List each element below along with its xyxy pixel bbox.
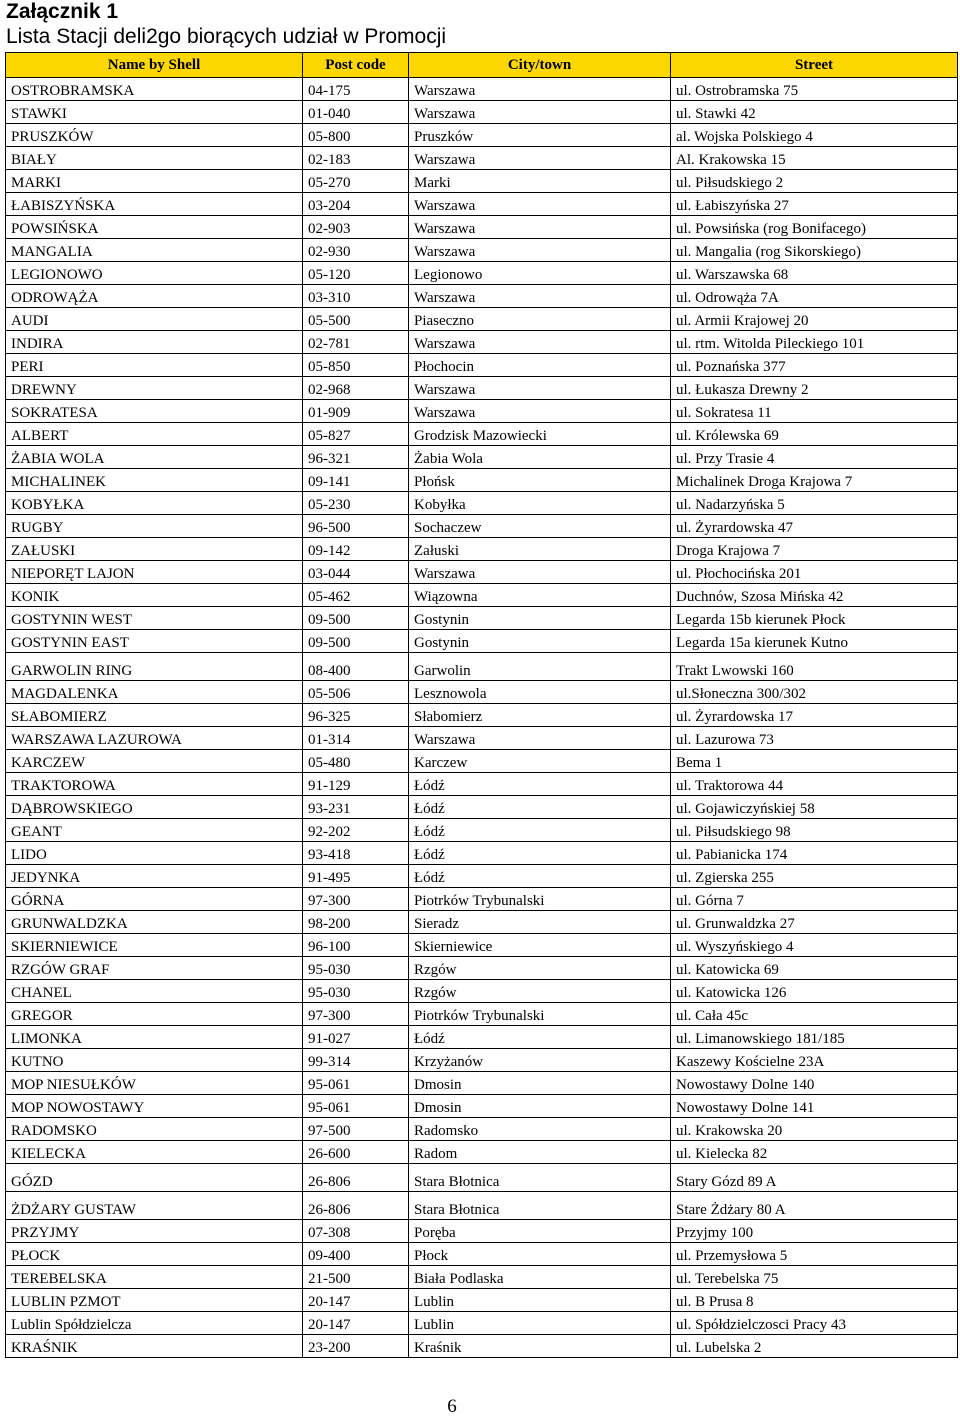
street-cell: ul. rtm. Witolda Pileckiego 101 (671, 331, 958, 354)
station-name-cell: TEREBELSKA (6, 1266, 303, 1289)
city-cell: Radom (409, 1141, 671, 1164)
post-code-cell: 93-231 (303, 796, 409, 819)
street-cell: ul. Przy Trasie 4 (671, 446, 958, 469)
station-name-cell: MAGDALENKA (6, 681, 303, 704)
city-cell: Warszawa (409, 216, 671, 239)
column-header-name: Name by Shell (6, 53, 303, 78)
street-cell: ul. Łukasza Drewny 2 (671, 377, 958, 400)
post-code-cell: 05-462 (303, 584, 409, 607)
station-name-cell: ODROWĄŻA (6, 285, 303, 308)
street-cell: ul. Grunwaldzka 27 (671, 911, 958, 934)
street-cell: ul. Powsińska (rog Bonifacego) (671, 216, 958, 239)
city-cell: Łódź (409, 796, 671, 819)
station-name-cell: TRAKTOROWA (6, 773, 303, 796)
table-row (6, 1095, 958, 1118)
post-code-cell: 05-506 (303, 681, 409, 704)
station-name-cell: CHANEL (6, 980, 303, 1003)
post-code-cell: 09-500 (303, 607, 409, 630)
post-code-cell: 05-270 (303, 170, 409, 193)
post-code-cell: 92-202 (303, 819, 409, 842)
post-code-cell: 05-827 (303, 423, 409, 446)
street-cell: Stare Żdżary 80 A (671, 1192, 958, 1220)
table-body (6, 78, 958, 1358)
city-cell: Piaseczno (409, 308, 671, 331)
city-cell: Warszawa (409, 147, 671, 170)
street-cell: ul. Nadarzyńska 5 (671, 492, 958, 515)
station-name-cell: JEDYNKA (6, 865, 303, 888)
city-cell: Warszawa (409, 285, 671, 308)
city-cell: Poręba (409, 1220, 671, 1243)
city-cell: Warszawa (409, 78, 671, 101)
post-code-cell: 08-400 (303, 653, 409, 681)
post-code-cell: 26-806 (303, 1164, 409, 1192)
station-name-cell: KARCZEW (6, 750, 303, 773)
street-cell: ul. Gojawiczyńskiej 58 (671, 796, 958, 819)
city-cell: Warszawa (409, 377, 671, 400)
table-row (6, 704, 958, 727)
post-code-cell: 93-418 (303, 842, 409, 865)
post-code-cell: 95-061 (303, 1072, 409, 1095)
post-code-cell: 95-030 (303, 957, 409, 980)
table-row (6, 193, 958, 216)
table-row (6, 239, 958, 262)
street-cell: al. Wojska Polskiego 4 (671, 124, 958, 147)
table-row (6, 1026, 958, 1049)
city-cell: Pruszków (409, 124, 671, 147)
station-name-cell: RZGÓW GRAF (6, 957, 303, 980)
city-cell: Dmosin (409, 1072, 671, 1095)
station-name-cell: PŁOCK (6, 1243, 303, 1266)
table-row (6, 1220, 958, 1243)
post-code-cell: 02-930 (303, 239, 409, 262)
street-cell: ul. Żyrardowska 17 (671, 704, 958, 727)
post-code-cell: 01-314 (303, 727, 409, 750)
street-cell: ul. Limanowskiego 181/185 (671, 1026, 958, 1049)
street-cell: ul. Królewska 69 (671, 423, 958, 446)
street-cell: ul. B Prusa 8 (671, 1289, 958, 1312)
city-cell: Sieradz (409, 911, 671, 934)
page-number: 6 (447, 1396, 457, 1417)
header-row (6, 53, 958, 78)
city-cell: Słabomierz (409, 704, 671, 727)
street-cell: ul. Piłsudskiego 2 (671, 170, 958, 193)
station-name-cell: LIMONKA (6, 1026, 303, 1049)
table-row (6, 957, 958, 980)
city-cell: Łódź (409, 865, 671, 888)
street-cell: ul. Wyszyńskiego 4 (671, 934, 958, 957)
station-name-cell: STAWKI (6, 101, 303, 124)
station-name-cell: ŻABIA WOLA (6, 446, 303, 469)
post-code-cell: 97-500 (303, 1118, 409, 1141)
station-name-cell: MANGALIA (6, 239, 303, 262)
post-code-cell: 21-500 (303, 1266, 409, 1289)
post-code-cell: 20-147 (303, 1312, 409, 1335)
table-row (6, 1289, 958, 1312)
post-code-cell: 26-806 (303, 1192, 409, 1220)
table-row (6, 1003, 958, 1026)
table-row (6, 561, 958, 584)
table-row (6, 888, 958, 911)
city-cell: Łódź (409, 1026, 671, 1049)
table-row (6, 216, 958, 239)
post-code-cell: 01-909 (303, 400, 409, 423)
post-code-cell: 04-175 (303, 78, 409, 101)
table-row (6, 773, 958, 796)
post-code-cell: 98-200 (303, 911, 409, 934)
street-cell: ul. Ostrobramska 75 (671, 78, 958, 101)
table-row (6, 1072, 958, 1095)
station-name-cell: LIDO (6, 842, 303, 865)
table-row (6, 78, 958, 101)
street-cell: ul. Stawki 42 (671, 101, 958, 124)
city-cell: Warszawa (409, 239, 671, 262)
city-cell: Grodzisk Mazowiecki (409, 423, 671, 446)
post-code-cell: 05-850 (303, 354, 409, 377)
station-name-cell: KIELECKA (6, 1141, 303, 1164)
station-name-cell: KONIK (6, 584, 303, 607)
station-name-cell: LEGIONOWO (6, 262, 303, 285)
street-cell: Legarda 15a kierunek Kutno (671, 630, 958, 653)
table-row (6, 911, 958, 934)
station-name-cell: PERI (6, 354, 303, 377)
table-row (6, 262, 958, 285)
column-header-street: Street (671, 53, 958, 78)
table-row (6, 934, 958, 957)
city-cell: Radomsko (409, 1118, 671, 1141)
street-cell: ul. Terebelska 75 (671, 1266, 958, 1289)
post-code-cell: 96-500 (303, 515, 409, 538)
table-row (6, 842, 958, 865)
station-name-cell: GOSTYNIN EAST (6, 630, 303, 653)
table-row (6, 584, 958, 607)
street-cell: ul. Spółdzielczosci Pracy 43 (671, 1312, 958, 1335)
city-cell: Rzgów (409, 957, 671, 980)
street-cell: ul. Mangalia (rog Sikorskiego) (671, 239, 958, 262)
city-cell: Stara Błotnica (409, 1192, 671, 1220)
street-cell: ul. Poznańska 377 (671, 354, 958, 377)
city-cell: Gostynin (409, 630, 671, 653)
station-name-cell: DREWNY (6, 377, 303, 400)
street-cell: Nowostawy Dolne 141 (671, 1095, 958, 1118)
station-name-cell: PRUSZKÓW (6, 124, 303, 147)
post-code-cell: 99-314 (303, 1049, 409, 1072)
street-cell: ul. Płochocińska 201 (671, 561, 958, 584)
table-row (6, 423, 958, 446)
table-row (6, 653, 958, 681)
table-row (6, 796, 958, 819)
city-cell: Karczew (409, 750, 671, 773)
street-cell: Trakt Lwowski 160 (671, 653, 958, 681)
column-header-post-code: Post code (303, 53, 409, 78)
post-code-cell: 03-310 (303, 285, 409, 308)
city-cell: Biała Podlaska (409, 1266, 671, 1289)
table-row (6, 1312, 958, 1335)
station-name-cell: MOP NOWOSTAWY (6, 1095, 303, 1118)
city-cell: Warszawa (409, 101, 671, 124)
city-cell: Łódź (409, 773, 671, 796)
table-row (6, 331, 958, 354)
city-cell: Legionowo (409, 262, 671, 285)
street-cell: Legarda 15b kierunek Płock (671, 607, 958, 630)
post-code-cell: 96-100 (303, 934, 409, 957)
table-row (6, 285, 958, 308)
city-cell: Łódź (409, 842, 671, 865)
post-code-cell: 91-129 (303, 773, 409, 796)
station-name-cell: Lublin Spółdzielcza (6, 1312, 303, 1335)
table-row (6, 980, 958, 1003)
city-cell: Skierniewice (409, 934, 671, 957)
table-row (6, 1141, 958, 1164)
station-name-cell: SOKRATESA (6, 400, 303, 423)
street-cell: ul. Odrowąża 7A (671, 285, 958, 308)
table-row (6, 607, 958, 630)
post-code-cell: 02-781 (303, 331, 409, 354)
city-cell: Warszawa (409, 561, 671, 584)
table-header (6, 53, 958, 78)
city-cell: Warszawa (409, 727, 671, 750)
station-name-cell: OSTROBRAMSKA (6, 78, 303, 101)
table-row (6, 124, 958, 147)
station-name-cell: GARWOLIN RING (6, 653, 303, 681)
table-row (6, 865, 958, 888)
table-row (6, 354, 958, 377)
post-code-cell: 02-183 (303, 147, 409, 170)
table-row (6, 727, 958, 750)
post-code-cell: 02-968 (303, 377, 409, 400)
table-row (6, 515, 958, 538)
post-code-cell: 05-480 (303, 750, 409, 773)
station-name-cell: POWSIŃSKA (6, 216, 303, 239)
station-name-cell: MICHALINEK (6, 469, 303, 492)
table-row (6, 446, 958, 469)
table-row (6, 147, 958, 170)
street-cell: Al. Krakowska 15 (671, 147, 958, 170)
station-name-cell: NIEPORĘT LAJON (6, 561, 303, 584)
street-cell: ul. Przemysłowa 5 (671, 1243, 958, 1266)
station-name-cell: ŻDŻARY GUSTAW (6, 1192, 303, 1220)
station-name-cell: GRUNWALDZKA (6, 911, 303, 934)
street-cell: ul. Armii Krajowej 20 (671, 308, 958, 331)
station-name-cell: KOBYŁKA (6, 492, 303, 515)
post-code-cell: 26-600 (303, 1141, 409, 1164)
table-row (6, 538, 958, 561)
table-row (6, 750, 958, 773)
street-cell: ul. Katowicka 69 (671, 957, 958, 980)
post-code-cell: 03-204 (303, 193, 409, 216)
table-row (6, 377, 958, 400)
street-cell: ul. Łabiszyńska 27 (671, 193, 958, 216)
station-name-cell: GÓZD (6, 1164, 303, 1192)
street-cell: Stary Gózd 89 A (671, 1164, 958, 1192)
post-code-cell: 91-027 (303, 1026, 409, 1049)
post-code-cell: 09-142 (303, 538, 409, 561)
table-row (6, 308, 958, 331)
station-name-cell: KUTNO (6, 1049, 303, 1072)
street-cell: ul. Zgierska 255 (671, 865, 958, 888)
station-name-cell: ALBERT (6, 423, 303, 446)
table-row (6, 400, 958, 423)
table-row (6, 1118, 958, 1141)
city-cell: Łódź (409, 819, 671, 842)
document-subtitle: Lista Stacji deli2go biorących udział w Promocji (6, 25, 447, 48)
city-cell: Kobyłka (409, 492, 671, 515)
column-header-city: City/town (409, 53, 671, 78)
table-row (6, 1192, 958, 1220)
street-cell: ul. Warszawska 68 (671, 262, 958, 285)
document-title: Załącznik 1 (6, 0, 119, 23)
street-cell: ul. Lubelska 2 (671, 1335, 958, 1358)
post-code-cell: 23-200 (303, 1335, 409, 1358)
post-code-cell: 91-495 (303, 865, 409, 888)
city-cell: Kraśnik (409, 1335, 671, 1358)
street-cell: Nowostawy Dolne 140 (671, 1072, 958, 1095)
post-code-cell: 02-903 (303, 216, 409, 239)
city-cell: Wiązowna (409, 584, 671, 607)
station-name-cell: DĄBROWSKIEGO (6, 796, 303, 819)
table-row (6, 681, 958, 704)
table-row (6, 1164, 958, 1192)
street-cell: ul. Kielecka 82 (671, 1141, 958, 1164)
post-code-cell: 09-141 (303, 469, 409, 492)
city-cell: Lublin (409, 1289, 671, 1312)
post-code-cell: 07-308 (303, 1220, 409, 1243)
post-code-cell: 05-500 (303, 308, 409, 331)
table-row (6, 1266, 958, 1289)
post-code-cell: 05-800 (303, 124, 409, 147)
street-cell: ul. Katowicka 126 (671, 980, 958, 1003)
table-row (6, 1049, 958, 1072)
station-name-cell: GOSTYNIN WEST (6, 607, 303, 630)
city-cell: Rzgów (409, 980, 671, 1003)
station-name-cell: PRZYJMY (6, 1220, 303, 1243)
station-name-cell: LUBLIN PZMOT (6, 1289, 303, 1312)
city-cell: Żabia Wola (409, 446, 671, 469)
street-cell: Droga Krajowa 7 (671, 538, 958, 561)
station-name-cell: ZAŁUSKI (6, 538, 303, 561)
table-row (6, 101, 958, 124)
city-cell: Garwolin (409, 653, 671, 681)
street-cell: ul. Sokratesa 11 (671, 400, 958, 423)
table-row (6, 819, 958, 842)
city-cell: Piotrków Trybunalski (409, 888, 671, 911)
station-name-cell: WARSZAWA LAZUROWA (6, 727, 303, 750)
stations-table (5, 52, 958, 1358)
city-cell: Warszawa (409, 331, 671, 354)
street-cell: ul. Piłsudskiego 98 (671, 819, 958, 842)
post-code-cell: 01-040 (303, 101, 409, 124)
post-code-cell: 09-400 (303, 1243, 409, 1266)
table-row (6, 1243, 958, 1266)
street-cell: ul. Lazurowa 73 (671, 727, 958, 750)
street-cell: Michalinek Droga Krajowa 7 (671, 469, 958, 492)
street-cell: ul. Traktorowa 44 (671, 773, 958, 796)
city-cell: Załuski (409, 538, 671, 561)
street-cell: ul. Żyrardowska 47 (671, 515, 958, 538)
street-cell: Bema 1 (671, 750, 958, 773)
post-code-cell: 09-500 (303, 630, 409, 653)
city-cell: Warszawa (409, 193, 671, 216)
street-cell: ul. Górna 7 (671, 888, 958, 911)
station-name-cell: GREGOR (6, 1003, 303, 1026)
street-cell: ul.Słoneczna 300/302 (671, 681, 958, 704)
city-cell: Krzyżanów (409, 1049, 671, 1072)
station-name-cell: RUGBY (6, 515, 303, 538)
station-name-cell: SKIERNIEWICE (6, 934, 303, 957)
table-row (6, 170, 958, 193)
station-name-cell: SŁABOMIERZ (6, 704, 303, 727)
city-cell: Dmosin (409, 1095, 671, 1118)
post-code-cell: 20-147 (303, 1289, 409, 1312)
station-name-cell: RADOMSKO (6, 1118, 303, 1141)
post-code-cell: 96-321 (303, 446, 409, 469)
table-row (6, 469, 958, 492)
street-cell: ul. Krakowska 20 (671, 1118, 958, 1141)
city-cell: Płochocin (409, 354, 671, 377)
post-code-cell: 95-061 (303, 1095, 409, 1118)
post-code-cell: 97-300 (303, 1003, 409, 1026)
city-cell: Piotrków Trybunalski (409, 1003, 671, 1026)
city-cell: Lublin (409, 1312, 671, 1335)
post-code-cell: 05-120 (303, 262, 409, 285)
station-name-cell: ŁABISZYŃSKA (6, 193, 303, 216)
city-cell: Marki (409, 170, 671, 193)
street-cell: Przyjmy 100 (671, 1220, 958, 1243)
post-code-cell: 95-030 (303, 980, 409, 1003)
station-name-cell: INDIRA (6, 331, 303, 354)
post-code-cell: 05-230 (303, 492, 409, 515)
post-code-cell: 96-325 (303, 704, 409, 727)
post-code-cell: 97-300 (303, 888, 409, 911)
station-name-cell: GEANT (6, 819, 303, 842)
table-row (6, 1335, 958, 1358)
city-cell: Płońsk (409, 469, 671, 492)
post-code-cell: 03-044 (303, 561, 409, 584)
street-cell: Duchnów, Szosa Mińska 42 (671, 584, 958, 607)
street-cell: Kaszewy Kościelne 23A (671, 1049, 958, 1072)
city-cell: Gostynin (409, 607, 671, 630)
station-name-cell: MARKI (6, 170, 303, 193)
street-cell: ul. Pabianicka 174 (671, 842, 958, 865)
station-name-cell: MOP NIESUŁKÓW (6, 1072, 303, 1095)
city-cell: Warszawa (409, 400, 671, 423)
station-name-cell: KRAŚNIK (6, 1335, 303, 1358)
station-name-cell: AUDI (6, 308, 303, 331)
station-name-cell: BIAŁY (6, 147, 303, 170)
table-row (6, 492, 958, 515)
city-cell: Stara Błotnica (409, 1164, 671, 1192)
street-cell: ul. Cała 45c (671, 1003, 958, 1026)
city-cell: Sochaczew (409, 515, 671, 538)
table-row (6, 630, 958, 653)
city-cell: Lesznowola (409, 681, 671, 704)
city-cell: Płock (409, 1243, 671, 1266)
station-name-cell: GÓRNA (6, 888, 303, 911)
